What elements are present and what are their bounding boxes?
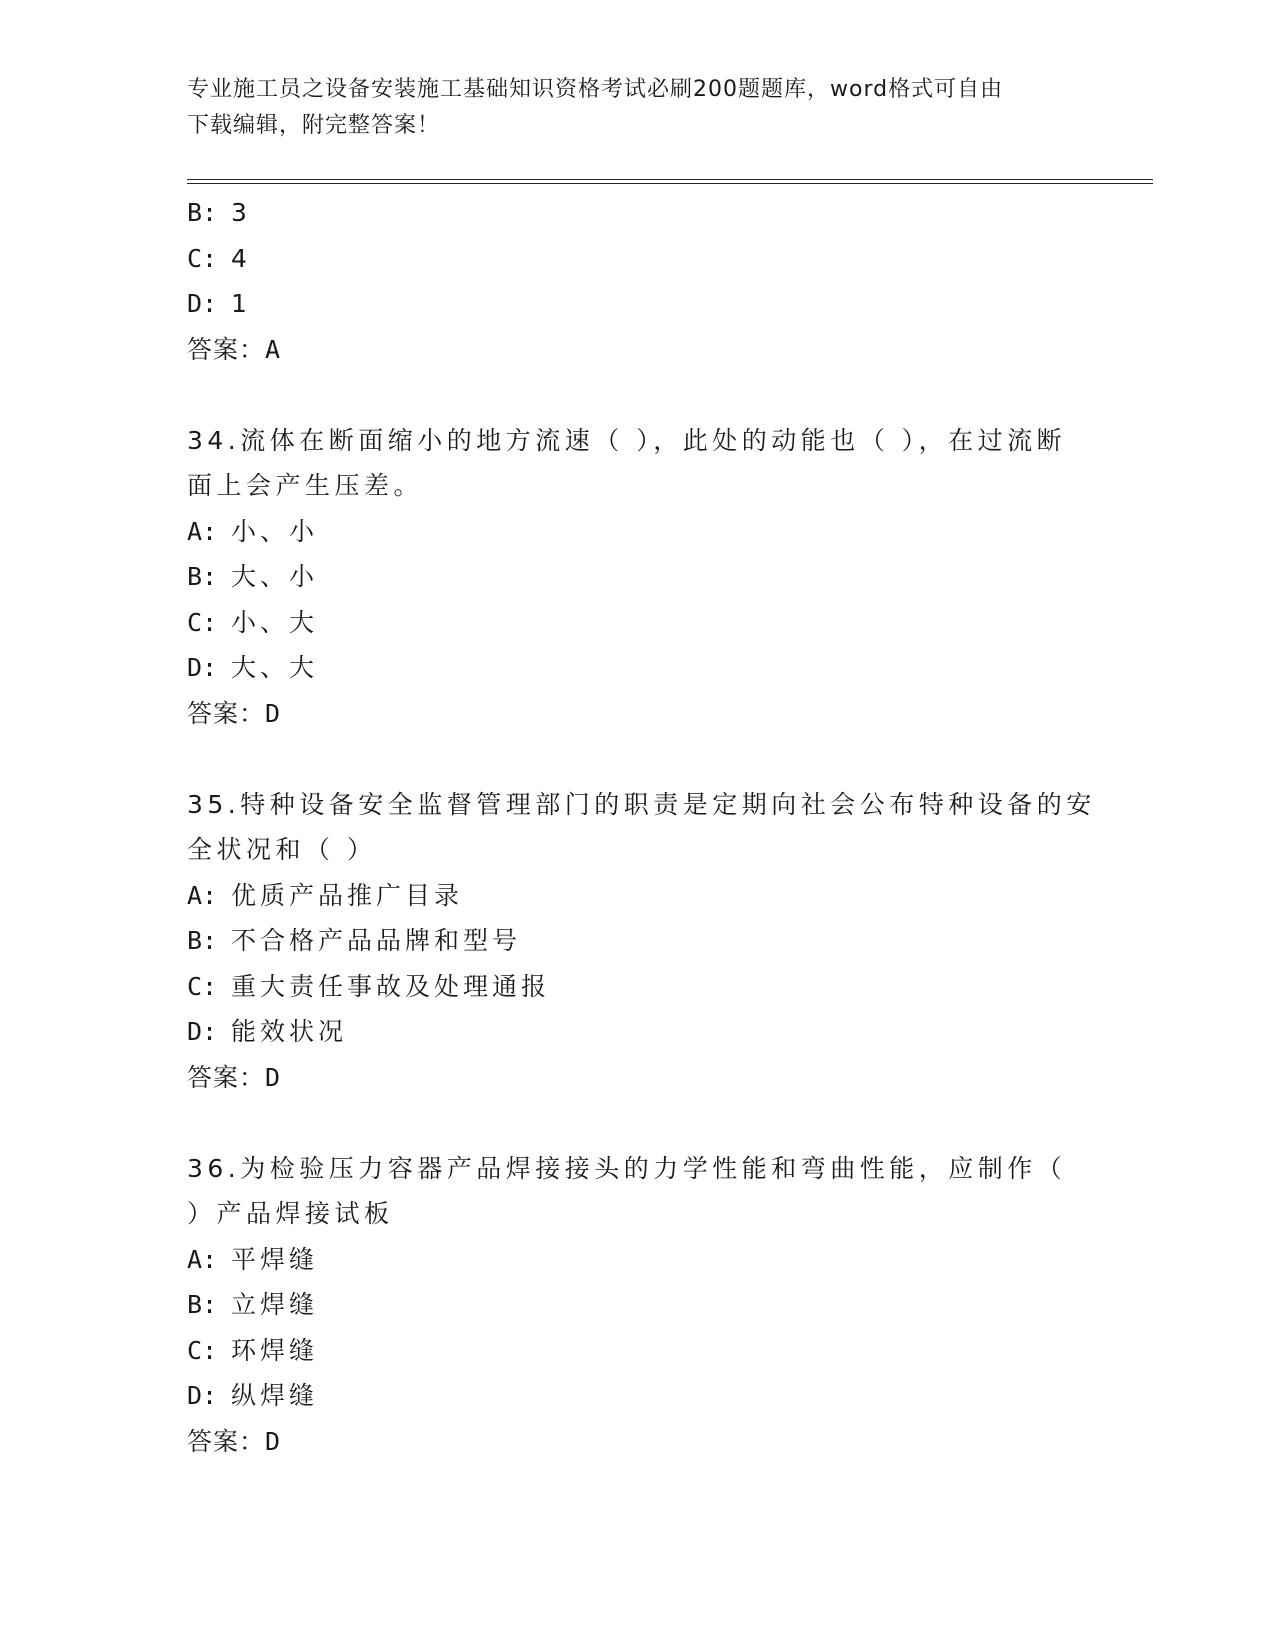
question-36-block	[187, 1146, 1087, 1465]
option-letter: B:	[187, 562, 218, 591]
question-text-line-1: 35.特种设备安全监督管理部门的职责是定期向社会公布特种设备的安	[187, 789, 1096, 819]
option-text: 能效状况	[231, 1017, 348, 1046]
option-text: 小、小	[231, 516, 319, 546]
answer-line	[187, 327, 1087, 373]
answer-value: D	[265, 1426, 281, 1456]
option-text: 小、大	[231, 607, 319, 637]
answer-label: 答案：	[187, 1426, 266, 1456]
question-text-line-1: 36.为检验压力容器产品焊接接头的力学性能和弯曲性能，应制作（	[187, 1153, 1067, 1183]
option-text: 立焊缝	[231, 1290, 319, 1319]
option-text: 重大责任事故及处理通报	[231, 971, 551, 1001]
question-34-block	[187, 418, 1087, 737]
option-b	[187, 1282, 1087, 1328]
option-letter: B:	[187, 1290, 218, 1319]
option-text: 环焊缝	[231, 1335, 319, 1365]
option-text: 优质产品推广目录	[231, 880, 464, 910]
question-text-line-2: 面上会产生压差。	[187, 471, 424, 500]
header-divider-top	[187, 179, 1153, 180]
option-letter: A:	[187, 516, 218, 546]
answer-line	[187, 1055, 1087, 1101]
option-text: 纵焊缝	[231, 1381, 319, 1410]
option-letter: D:	[187, 653, 218, 682]
option-b	[187, 918, 1087, 964]
header-divider-bottom	[187, 183, 1153, 184]
option-d	[187, 1373, 1087, 1419]
question-35-block	[187, 782, 1096, 1101]
header-title-line-1: 专业施工员之设备安装施工基础知识资格考试必刷200题题库，word格式可自由	[187, 77, 1004, 102]
question-text-line-2: ）产品焊接试板	[187, 1199, 394, 1228]
option-text: 1	[231, 289, 251, 318]
option-letter: D:	[187, 1381, 218, 1410]
question-list	[187, 190, 1096, 1464]
option-letter: B:	[187, 926, 218, 955]
option-letter: C:	[187, 607, 218, 637]
option-letter: D:	[187, 1017, 218, 1046]
option-text: 不合格产品品牌和型号	[231, 926, 522, 955]
option-c	[187, 236, 1087, 282]
option-a	[187, 1237, 1087, 1283]
option-c	[187, 1328, 1087, 1374]
option-b	[187, 190, 1087, 236]
answer-value: D	[265, 698, 281, 728]
header-title-line-2: 下载编辑，附完整答案！	[187, 113, 441, 138]
document-header	[187, 72, 1087, 144]
option-d	[187, 281, 1087, 327]
option-text: 3	[231, 198, 251, 227]
answer-label: 答案：	[187, 1062, 266, 1092]
option-letter: C:	[187, 243, 218, 273]
question-text-line-1: 34.流体在断面缩小的地方流速（ ），此处的动能也（ ），在过流断	[187, 425, 1067, 455]
option-text: 大、大	[231, 653, 319, 682]
option-text: 大、小	[231, 562, 319, 591]
option-b	[187, 554, 1087, 600]
option-d	[187, 645, 1087, 691]
option-a	[187, 509, 1087, 555]
spacer	[187, 736, 1087, 782]
option-c	[187, 600, 1087, 646]
question-text-line-2: 全状况和（ ）	[187, 835, 377, 864]
prev-question-block	[187, 190, 1087, 372]
answer-label: 答案：	[187, 698, 266, 728]
option-letter: D:	[187, 289, 218, 318]
option-letter: A:	[187, 880, 218, 910]
option-letter: C:	[187, 1335, 218, 1365]
answer-label: 答案：	[187, 334, 266, 364]
option-a	[187, 873, 1087, 919]
answer-value: D	[265, 1062, 281, 1092]
spacer	[187, 1100, 1087, 1146]
option-c	[187, 964, 1087, 1010]
answer-value: A	[265, 334, 281, 364]
answer-line	[187, 691, 1087, 737]
option-d	[187, 1009, 1087, 1055]
spacer	[187, 372, 1087, 418]
answer-line	[187, 1419, 1087, 1465]
option-text: 4	[231, 243, 251, 273]
option-text: 平焊缝	[231, 1244, 319, 1274]
option-letter: C:	[187, 971, 218, 1001]
option-letter: A:	[187, 1244, 218, 1274]
option-letter: B:	[187, 198, 218, 227]
